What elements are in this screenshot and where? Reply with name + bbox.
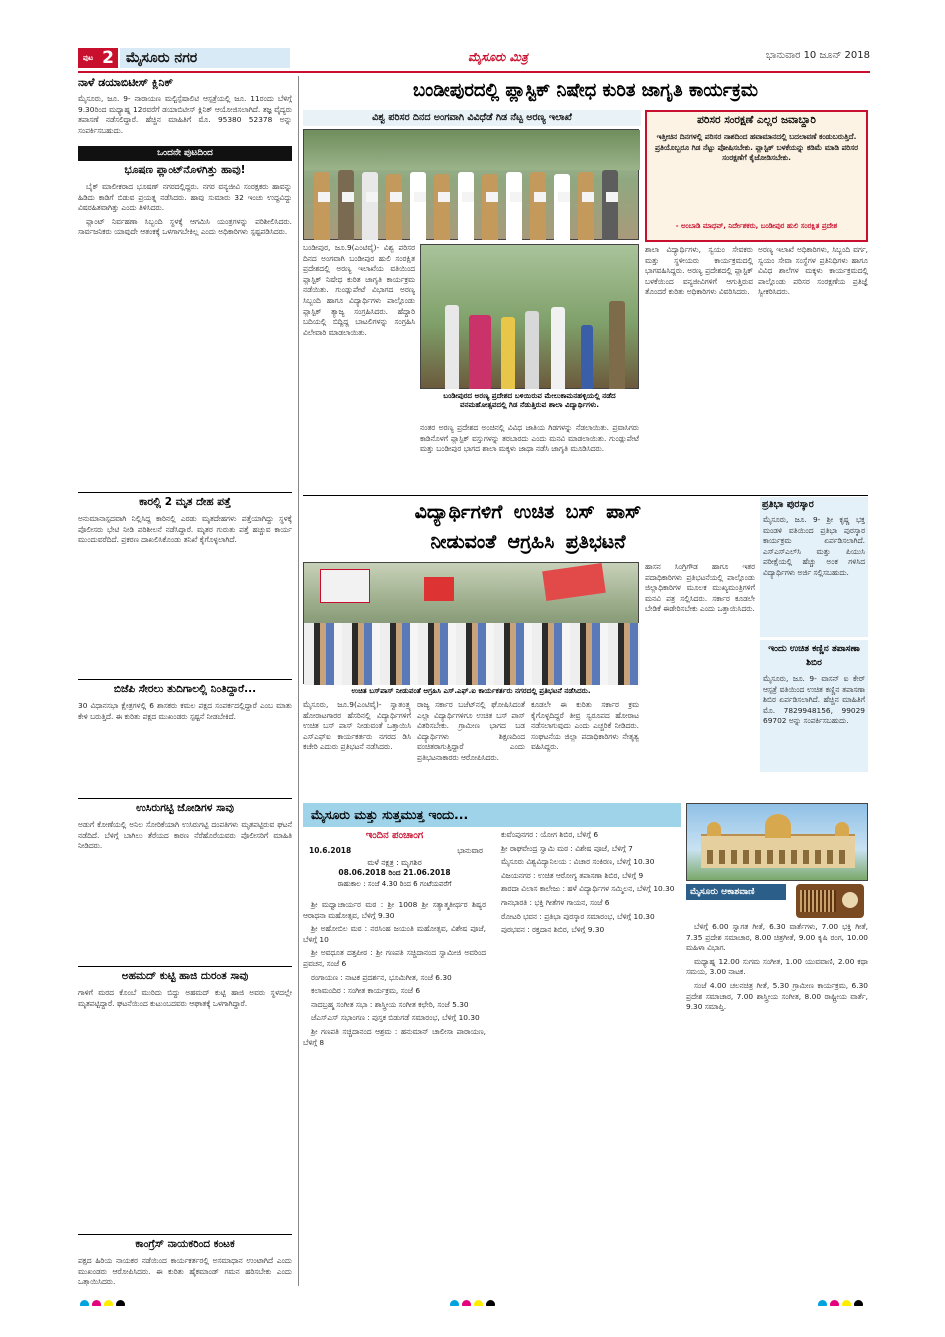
environment-box	[645, 110, 868, 242]
tree-planting-photo	[420, 244, 639, 389]
environment-box-title: ಪರಿಸರ ಸಂರಕ್ಷಣೆ ಎಲ್ಲರ ಜವಾಬ್ದಾರಿ	[697, 114, 816, 126]
lead-headline: ಬಂಡೀಪುರದಲ್ಲಿ ಪ್ಲಾಸ್ಟಿಕ್ ನಿಷೇಧ ಕುರಿತ ಜಾಗೃತಿ ಕಾರ್ಯಕ್ರಮ	[413, 80, 758, 101]
award-title: ಪ್ರತಿಭಾ ಪುರಸ್ಕಾರ	[762, 499, 814, 510]
person-figure	[506, 172, 522, 240]
event-item: ಶ್ರೀ ಗಣಪತಿ ಸಚ್ಚಿದಾನಂದ ಆಶ್ರಮ : ಹನುಮಾನ್ ಚಾಲೀಸಾ ಪಾರಾಯಣ, ಬೆಳಿಗ್ಗೆ 8	[303, 1026, 486, 1047]
person-figure	[458, 172, 474, 240]
radio-dial	[842, 892, 858, 908]
eye-camp-title: ಇಂದು ಉಚಿತ ಕಣ್ಣಿನ ತಪಾಸಣಾ ಶಿಬಿರ	[768, 644, 860, 668]
congress-body: ಪಕ್ಷದ ಹಿರಿಯ ನಾಯಕರ ನಡೆಯಿಂದ ಕಾರ್ಯಕರ್ತರಲ್ಲಿ ಅಸಮಾಧಾನ ಉಂಟಾಗಿದೆ ಎಂದು ಮುಖಂಡರು ಆರೋಪಿಸಿದರು. ಈ ಕುರಿತು ಹೈಕಮಾಂಡ್ ಗಮನ ಹರಿಸಬೇಕು ಎಂದು ಒತ್ತಾಯಿಸಿದರು.	[78, 1256, 292, 1286]
event-item: ರೋಟರಿ ಭವನ : ಪ್ರತಿಭಾ ಪುರಸ್ಕಾರ ಸಮಾರಂಭ, ಬೆಳಿಗ್ಗೆ 10.30	[501, 911, 655, 921]
today-banner: ಮೈಸೂರು ಮತ್ತು ಸುತ್ತಮುತ್ತ ಇಂದು...	[303, 803, 681, 827]
radio-schedule-afternoon: ಮಧ್ಯಾಹ್ನ 12.00 ಸುಗಮ ಸಂಗೀತ, 1.00 ಯುವವಾಣಿ, 2.00 ಕಥಾ ಸಮಯ, 3.00 ನಾಟಕ.	[686, 956, 868, 977]
page-label-badge: ಪುಟ	[78, 48, 98, 68]
person-figure	[581, 325, 593, 389]
protest-side-text: ಹಾಸನ ಸಿಂಗ್ರಿಗೌಡ ಹಾಗೂ ಇತರ ಪದಾಧಿಕಾರಿಗಳು ಪ್ರತಿಭಟನೆಯಲ್ಲಿ ಪಾಲ್ಗೊಂಡು ಜಿಲ್ಲಾಧಿಕಾರಿಗಳ ಮೂಲಕ ಮುಖ್ಯಮಂತ್ರಿಗಳಿಗೆ ಮನವಿ ಪತ್ರ ಸಲ್ಲಿಸಿದರು. ಸರ್ಕಾರ ಕೂಡಲೇ ಬೇಡಿಕೆ ಈಡೇರಿಸಬೇಕು ಎಂದು ಒತ್ತಾಯಿಸಿದರು.	[645, 562, 755, 614]
yellow-dot	[104, 1300, 113, 1306]
person-figure	[410, 172, 426, 240]
event-item: ಶ್ರೀ ಅವಧೂತ ದತ್ತಪೀಠ : ಶ್ರೀ ಗಣಪತಿ ಸಚ್ಚಿದಾನಂದ ಸ್ವಾಮೀಜಿ ಅವರಿಂದ ಪ್ರವಚನ, ಸಂಜೆ 6	[303, 948, 486, 968]
divider	[78, 798, 292, 799]
black-dot	[486, 1300, 495, 1306]
protest-photo	[303, 562, 639, 684]
lead-subhead: ವಿಶ್ವ ಪರಿಸರ ದಿನದ ಅಂಗವಾಗಿ ವಿವಿಧೆಡೆ ಗಿಡ ನೆಟ್ಟ ಅರಣ್ಯ ಇಲಾಖೆ	[303, 110, 641, 126]
page-header	[78, 46, 870, 70]
plant-snake-para-1: ಬೈಕ್ ಮಾಲೀಕರಾದ ಭೂಷಣ್ ನಗರದಲ್ಲಿದ್ದರು. ನಗರ ವನ್ಯಜೀವಿ ಸಂರಕ್ಷಕರು ಹಾವನ್ನು ಹಿಡಿದು ಕಾಡಿಗೆ ಬಿಡುವ ಪ್ರಯತ್ನ ನಡೆಸಿದರು. ಹಾವು ಸುಮಾರು 32 ಇಂಚು ಉದ್ದವಿದ್ದು ವಿಷರಹಿತವಾಗಿತ್ತು ಎಂದು ತಿಳಿಸಿದರು.	[78, 182, 292, 213]
black-dot	[854, 1300, 863, 1306]
protest-banner	[320, 569, 370, 603]
forest-staff-group-photo	[303, 129, 639, 240]
person-figure	[469, 315, 491, 389]
event-item: ಕುವೆಂಪುನಗರ : ಯೋಗ ಶಿಬಿರ, ಬೆಳಿಗ್ಗೆ 6	[501, 830, 599, 839]
person-figure	[525, 311, 539, 389]
event-item: ಗಾನಭಾರತಿ : ಭಕ್ತಿ ಗೀತೆಗಳ ಗಾಯನ, ಸಂಜೆ 6	[501, 897, 610, 907]
event-item: ಮೈಸೂರು ವಿಶ್ವವಿದ್ಯಾನಿಲಯ : ವಿಚಾರ ಸಂಕಿರಣ, ಬೆಳಿಗ್ಗೆ 10.30	[501, 857, 655, 867]
person-figure	[445, 305, 459, 389]
event-item: ಶಾರದಾ ವಿಲಾಸ ಕಾಲೇಜು : ಹಳೆ ವಿದ್ಯಾರ್ಥಿಗಳ ಸಮ್ಮಿಲನ, ಬೆಳಿಗ್ಗೆ 10.30	[501, 884, 675, 894]
environment-box-body: ಇತ್ತೀಚಿನ ದಿನಗಳಲ್ಲಿ ಪರಿಸರ ನಾಶದಿಂದ ಹವಾಮಾನದಲ್ಲಿ ಬದಲಾವಣೆ ಕಂಡುಬರುತ್ತಿದೆ. ಪ್ರತಿಯೊಬ್ಬರೂ ಗಿಡ ನೆಟ್ಟು ಪೋಷಿಸಬೇಕು. ಪ್ಲಾಸ್ಟಿಕ್ ಬಳಕೆಯನ್ನು ಕಡಿಮೆ ಮಾಡಿ ಪರಿಸರ ಸಂರಕ್ಷಣೆಗೆ ಕೈಜೋಡಿಸಬೇಕು.	[654, 132, 859, 163]
cyan-dot	[80, 1300, 89, 1306]
radio-title: ಮೈಸೂರು ಆಕಾಶವಾಣಿ	[686, 884, 786, 900]
person-figure	[530, 172, 546, 240]
protest-body-col-2: ರಾಜ್ಯ ಸರ್ಕಾರ ಬಜೆಟ್‌ನಲ್ಲಿ ಘೋಷಿಸಿದಂತೆ ಎಲ್ಲಾ ವಿದ್ಯಾರ್ಥಿಗಳಿಗೂ ಉಚಿತ ಬಸ್ ಪಾಸ್ ವಿತರಿಸಬೇಕು. ಗ್ರಾಮೀಣ ಭಾಗದ ಬಡ ವಿದ್ಯಾರ್ಥಿಗಳು ಶಿಕ್ಷಣದಿಂದ ವಂಚಿತರಾಗುತ್ತಿದ್ದಾರೆ ಎಂದು ಪ್ರತಿಭಟನಾಕಾರರು ಆರೋಪಿಸಿದರು.	[417, 700, 525, 762]
plant-snake-para-2: ಪ್ಲಾಂಟ್ ನಿರ್ವಹಣಾ ಸಿಬ್ಬಂದಿ ಸ್ಥಳಕ್ಕೆ ಆಗಮಿಸಿ ಯಂತ್ರಗಳನ್ನು ಪರಿಶೀಲಿಸಿದರು. ಸಾರ್ವಜನಿಕರು ಯಾವುದೇ ಆತಂಕಕ್ಕೆ ಒಳಗಾಗಬೇಕಿಲ್ಲ ಎಂದು ಅಧಿಕಾರಿಗಳು ಸ್ಪಷ್ಟಪಡಿಸಿದರು.	[78, 216, 292, 237]
protest-banner	[424, 577, 454, 601]
congress-headline: ಕಾಂಗ್ರೆಸ್ ನಾಯಕರಿಂದ ಕಂಟಕ	[135, 1238, 235, 1250]
panchanga-rahukala: ರಾಹುಕಾಲ : ಸಂಜೆ 4.30 ರಿಂದ 6 ಗಂಟೆಯವರೆಗೆ	[337, 880, 452, 888]
header-rule	[78, 71, 870, 73]
person-figure	[314, 172, 330, 240]
eye-camp-box	[760, 640, 868, 772]
bjp-headline: ಬಿಜೆಪಿ ಸೇರಲು ತುದಿಗಾಲಲ್ಲಿ ನಿಂತಿದ್ದಾರೆ...	[113, 683, 257, 695]
divider	[78, 966, 292, 967]
person-figure	[386, 174, 402, 240]
event-item: ವಿಜಯನಗರ : ಉಚಿತ ಆರೋಗ್ಯ ತಪಾಸಣಾ ಶಿಬಿರ, ಬೆಳಿಗ್ಗೆ 9	[501, 870, 644, 880]
masthead: ಮೈಸೂರು ಮಿತ್ರ	[468, 50, 528, 64]
tree-canopy	[304, 130, 640, 170]
radio-speaker	[800, 890, 836, 912]
magenta-dot	[830, 1300, 839, 1306]
event-item: ರಂಗಾಯಣ : ನಾಟಕ ಪ್ರದರ್ಶನ, ಭೂಮಿಗೀತ, ಸಂಜೆ 6.30	[311, 972, 452, 982]
protest-body-col-3: ಕೂಡಲೇ ಈ ಕುರಿತು ಸರ್ಕಾರ ಕ್ರಮ ಕೈಗೊಳ್ಳದಿದ್ದರೆ ತೀವ್ರ ಸ್ವರೂಪದ ಹೋರಾಟ ನಡೆಸಲಾಗುವುದು ಎಂದು ಎಚ್ಚರಿಕೆ ನೀಡಿದರು. ಸಂಘಟನೆಯ ಜಿಲ್ಲಾ ಪದಾಧಿಕಾರಿಗಳು ನೇತೃತ್ವ ವಹಿಸಿದ್ದರು.	[531, 700, 639, 752]
environment-box-credit: - ಅಂಬಾಡಿ ಮಾಧವ್, ನಿರ್ದೇಶಕರು, ಬಂಡೀಪುರ ಹುಲಿ ಸಂರಕ್ಷಿತ ಪ್ರದೇಶ	[675, 222, 838, 230]
person-figure	[554, 174, 570, 240]
mysore-palace-photo	[686, 803, 868, 881]
person-figure	[609, 301, 625, 389]
person-figure	[482, 174, 498, 240]
panchanga-title: ಇಂದಿನ ಪಂಚಾಂಗ	[365, 830, 424, 841]
protest-headline-line-2: ನೀಡುವಂತೆ ಆಗ್ರಹಿಸಿ ಪ್ರತಿಭಟನೆ	[430, 531, 626, 553]
ahmed-headline: ಅಹಮದ್ ಕುಟ್ಟಿ ಹಾಜಿ ದುರಂತ ಸಾವು	[121, 970, 249, 982]
car-bodies-headline: ಕಾರಲ್ಲಿ 2 ಮೃತ ದೇಹ ಪತ್ತೆ	[139, 496, 231, 508]
panchanga-date: 10.6.2018	[309, 846, 352, 855]
bjp-body: 30 ವಿಧಾನಸಭಾ ಕ್ಷೇತ್ರಗಳಲ್ಲಿ 6 ಶಾಸಕರು ಕಮಲ ಪಕ್ಷದ ಸಂಪರ್ಕದಲ್ಲಿದ್ದಾರೆ ಎಂಬ ಮಾತು ಕೇಳಿ ಬರುತ್ತಿದೆ. ಈ ಕುರಿತು ಪಕ್ಷದ ಮುಖಂಡರು ಸ್ಪಷ್ಟನೆ ನೀಡಬೇಕಿದೆ.	[78, 701, 292, 721]
event-item: ಜೆಎಸ್ಎಸ್ ಸಭಾಂಗಣ : ಪುಸ್ತಕ ಬಿಡುಗಡೆ ಸಮಾರಂಭ, ಬೆಳಿಗ್ಗೆ 10.30	[311, 1013, 480, 1023]
yellow-dot	[842, 1300, 851, 1306]
page-number: 2	[98, 48, 118, 68]
eye-camp-body: ಮೈಸೂರು, ಜೂ. 9- ವಾಸನ್ ಐ ಕೇರ್ ಆಸ್ಪತ್ರೆ ವತಿಯಿಂದ ಉಚಿತ ಕಣ್ಣಿನ ತಪಾಸಣಾ ಶಿಬಿರ ಏರ್ಪಡಿಸಲಾಗಿದೆ. ಹೆಚ್ಚಿನ ಮಾಹಿತಿಗೆ ಮೊ. 7829948156, 99029 69702 ಅನ್ನು ಸಂಪರ್ಕಿಸಬಹುದು.	[763, 674, 865, 726]
cyan-dot	[818, 1300, 827, 1306]
registration-marks-left	[80, 1294, 140, 1306]
panchanga-nakshatra: ಮಳೆ ನಕ್ಷತ್ರ : ಮೃಗಶಿರ	[367, 858, 422, 867]
event-item: ಕಲಾಮಂದಿರ : ಸಂಗೀತ ಕಾರ್ಯಕ್ರಮ, ಸಂಜೆ 6	[311, 986, 421, 996]
protest-banner	[542, 563, 606, 601]
left-column	[78, 76, 292, 1286]
event-item: ಶ್ರೀ ಮಧ್ವಾಚಾರ್ಯರ ಮಠ : ಶ್ರೀ 1008 ಶ್ರೀ ಸತ್ಯಾತ್ಮತೀರ್ಥರ ಶಿಷ್ಯರ ಆರಾಧನಾ ಮಹೋತ್ಸವ, ಬೆಳಿಗ್ಗೆ 9.30	[303, 900, 486, 920]
ahmed-body: ಗಾಳಿಗೆ ಮರದ ಕೊಂಬೆ ಮುರಿದು ಬಿದ್ದು ಅಹಮದ್ ಕುಟ್ಟಿ ಹಾಜಿ ಅವರು ಸ್ಥಳದಲ್ಲೇ ಮೃತಪಟ್ಟಿದ್ದಾರೆ. ಘಟನೆಯಿಂದ ಕುಟುಂಬದವರು ಆಘಾತಕ್ಕೆ ಒಳಗಾಗಿದ್ದಾರೆ.	[78, 988, 292, 1008]
event-item: ಪುರಭವನ : ರಕ್ತದಾನ ಶಿಬಿರ, ಬೆಳಿಗ್ಗೆ 9.30	[501, 925, 605, 935]
protest-headline-line-1: ವಿದ್ಯಾರ್ಥಿಗಳಿಗೆ ಉಚಿತ ಬಸ್ ಪಾಸ್	[414, 501, 642, 523]
radio-box	[686, 884, 868, 1280]
person-figure	[501, 317, 515, 389]
issue-date: ಭಾನುವಾರ 10 ಜೂನ್ 2018	[766, 50, 870, 61]
person-figure	[338, 170, 354, 240]
person-figure	[578, 172, 594, 240]
tree-planting-caption: ಬಂಡೀಪುರದ ಅರಣ್ಯ ಪ್ರದೇಶದ ಬಳಿಯಿರುವ ಮೇಲುಕಾಮನಹಳ್ಳಿಯಲ್ಲಿ ನಡೆದ ವನಮಹೋತ್ಸವದಲ್ಲಿ ಗಿಡ ನೆಡುತ್ತಿರುವ ಶಾಲಾ ವಿದ್ಯಾರ್ಥಿಗಳು.	[443, 391, 616, 409]
diabetes-clinic-body: ಮೈಸೂರು, ಜೂ. 9- ನಾರಾಯಣ ಮಲ್ಟಿಸ್ಪೆಷಾಲಿಟಿ ಆಸ್ಪತ್ರೆಯಲ್ಲಿ ಜೂ. 11ರಂದು ಬೆಳಿಗ್ಗೆ 9.30ರಿಂದ ಮಧ್ಯಾಹ್ನ 12ರವರೆಗೆ ಡಯಾಬಿಟೀಸ್ ಕ್ಲಿನಿಕ್ ಆಯೋಜಿಸಲಾಗಿದೆ. ತಜ್ಞ ವೈದ್ಯರು ತಪಾಸಣೆ ನಡೆಸಲಿದ್ದಾರೆ. ಹೆಚ್ಚಿನ ಮಾಹಿತಿಗೆ ಮೊ. 95380 52378 ಅನ್ನು ಸಂಪರ್ಕಿಸಬಹುದು.	[78, 94, 292, 135]
black-dot	[116, 1300, 125, 1306]
registration-marks-center	[450, 1294, 510, 1306]
diabetes-clinic-headline: ನಾಳೆ ಡಯಾಬಿಟೀಸ್ ಕ್ಲಿನಿಕ್	[78, 76, 173, 89]
protest-caption: ಉಚಿತ ಬಸ್‌ಪಾಸ್ ನೀಡುವಂತೆ ಆಗ್ರಹಿಸಿ ಎಸ್.ಎಫ್.ಐ ಕಾರ್ಯಕರ್ತರು ನಗರದಲ್ಲಿ ಪ್ರತಿಭಟನೆ ನಡೆಸಿದರು.	[351, 686, 591, 695]
palace-arches	[707, 850, 849, 864]
award-box	[760, 497, 868, 637]
registration-marks-right	[818, 1294, 878, 1306]
yellow-dot	[474, 1300, 483, 1306]
palace-dome	[765, 814, 791, 838]
column-label-bar: ಒಂದನೇ ಪುಟದಿಂದ	[78, 146, 292, 161]
radio-schedule	[686, 922, 868, 1278]
radio-icon	[796, 884, 864, 918]
event-item: ಶ್ರೀ ಅಹೋಬಿಲ ಮಠ : ನರಸಿಂಹ ಜಯಂತಿ ಮಹೋತ್ಸವ, ವಿಶೇಷ ಪೂಜೆ, ಬೆಳಿಗ್ಗೆ 10	[303, 924, 486, 944]
radio-schedule-evening: ಸಂಜೆ 4.00 ಚಲನಚಿತ್ರ ಗೀತೆ, 5.30 ಗ್ರಾಮೀಣ ಕಾರ್ಯಕ್ರಮ, 6.30 ಪ್ರದೇಶ ಸಮಾಚಾರ, 7.00 ಶಾಸ್ತ್ರೀಯ ಸಂಗೀತ, 8.00 ರಾಷ್ಟ್ರೀಯ ವಾರ್ತೆ, 9.30 ಸಮಾಪ್ತಿ.	[686, 980, 868, 1012]
award-body: ಮೈಸೂರು, ಜೂ. 9- ಶ್ರೀ ಕೃಷ್ಣ ಭಕ್ತ ಮಂಡಳಿ ವತಿಯಿಂದ ಪ್ರತಿಭಾ ಪುರಸ್ಕಾರ ಕಾರ್ಯಕ್ರಮ ಏರ್ಪಡಿಸಲಾಗಿದೆ. ಎಸ್ಎಸ್ಎಲ್‌ಸಿ ಮತ್ತು ಪಿಯುಸಿ ಪರೀಕ್ಷೆಯಲ್ಲಿ ಹೆಚ್ಚು ಅಂಕ ಗಳಿಸಿದ ವಿದ್ಯಾರ್ಥಿಗಳು ಅರ್ಜಿ ಸಲ್ಲಿಸಬಹುದು.	[763, 515, 865, 577]
protest-body-col-1: ಮೈಸೂರು, ಜೂ.9(ಎಂಟಿವೈ)- ಸ್ವಾತಂತ್ರ್ಯ ಹೋರಾಟಗಾರರ ಹೆಸರಿನಲ್ಲಿ ವಿದ್ಯಾರ್ಥಿಗಳಿಗೆ ಉಚಿತ ಬಸ್ ಪಾಸ್ ನೀಡುವಂತೆ ಒತ್ತಾಯಿಸಿ ಎಸ್‌ಎಫ್‌ಐ ಕಾರ್ಯಕರ್ತರು ನಗರದ ಡಿಸಿ ಕಚೇರಿ ಎದುರು ಪ್ರತಿಭಟನೆ ನಡೆಸಿದರು.	[303, 700, 411, 752]
car-bodies-body: ಅನುಮಾನಾಸ್ಪದವಾಗಿ ನಿಲ್ಲಿಸಿದ್ದ ಕಾರಿನಲ್ಲಿ ಎರಡು ಮೃತದೇಹಗಳು ಪತ್ತೆಯಾಗಿದ್ದು ಸ್ಥಳಕ್ಕೆ ಪೊಲೀಸರು ಭೇಟಿ ನೀಡಿ ಪರಿಶೀಲನೆ ನಡೆಸಿದ್ದಾರೆ. ಮೃತರ ಗುರುತು ಪತ್ತೆ ಹಚ್ಚುವ ಕಾರ್ಯ ಮುಂದುವರೆದಿದೆ. ಪ್ರಕರಣ ದಾಖಲಿಸಿಕೊಂಡು ತನಿಖೆ ಕೈಗೊಳ್ಳಲಾಗಿದೆ.	[78, 514, 292, 545]
lead-body-col-3: ಶಾಲಾ ವಿದ್ಯಾರ್ಥಿಗಳು, ಸ್ವಯಂ ಸೇವಕರು ಮತ್ತು ಸ್ಥಳೀಯರು ಕಾರ್ಯಕ್ರಮದಲ್ಲಿ ಭಾಗವಹಿಸಿದ್ದರು. ಅರಣ್ಯ ಪ್ರದೇಶದಲ್ಲಿ ಪ್ಲಾಸ್ಟಿಕ್ ಬಳಕೆಯಿಂದ ವನ್ಯಜೀವಿಗಳಿಗೆ ಆಗುತ್ತಿರುವ ತೊಂದರೆ ಕುರಿತು ಅಧಿಕಾರಿಗಳು ವಿವರಿಸಿದರು.	[645, 245, 753, 297]
placard-row	[318, 192, 624, 202]
lead-body-col-4: ಅರಣ್ಯ ಇಲಾಖೆ ಅಧಿಕಾರಿಗಳು, ಸಿಬ್ಬಂದಿ ವರ್ಗ, ಸ್ವಯಂ ಸೇವಾ ಸಂಸ್ಥೆಗಳ ಪ್ರತಿನಿಧಿಗಳು ಹಾಗೂ ವಿವಿಧ ಶಾಲೆಗಳ ಮಕ್ಕಳು ಕಾರ್ಯಕ್ರಮದಲ್ಲಿ ಪಾಲ್ಗೊಂಡು ಪರಿಸರ ಸಂರಕ್ಷಣೆಯ ಪ್ರತಿಜ್ಞೆ ಸ್ವೀಕರಿಸಿದರು.	[758, 245, 868, 297]
column-divider	[298, 76, 299, 1286]
person-figure	[602, 170, 618, 240]
person-figure	[434, 174, 450, 240]
section-rule	[303, 495, 868, 496]
event-item: ನಾದಬ್ರಹ್ಮ ಸಂಗೀತ ಸಭಾ : ಶಾಸ್ತ್ರೀಯ ಸಂಗೀತ ಕಛೇರಿ, ಸಂಜೆ 5.30	[311, 999, 469, 1009]
person-figure	[551, 307, 565, 389]
person-figure	[362, 172, 378, 240]
plant-snake-headline: ಭೂಷಣ ಪ್ಲಾಂಟ್‌ನೊಳಗಿತ್ತು ಹಾವು!	[124, 164, 246, 176]
magenta-dot	[462, 1300, 471, 1306]
palace-dome	[707, 822, 721, 836]
lead-body-col-1: ಬಂಡೀಪುರ, ಜೂ.9(ಎಂಟಿವೈ)- ವಿಶ್ವ ಪರಿಸರ ದಿನದ ಅಂಗವಾಗಿ ಬಂಡೀಪುರ ಹುಲಿ ಸಂರಕ್ಷಿತ ಪ್ರದೇಶದಲ್ಲಿ ಅರಣ್ಯ ಇಲಾಖೆಯ ವತಿಯಿಂದ ಪ್ಲಾಸ್ಟಿಕ್ ನಿಷೇಧ ಕುರಿತ ಜಾಗೃತಿ ಕಾರ್ಯಕ್ರಮ ನಡೆಯಿತು. ಗುಂಡ್ಲುಪೇಟೆ ವಿಭಾಗದ ಅರಣ್ಯ ಸಿಬ್ಬಂದಿ ಹಾಗೂ ವಿದ್ಯಾರ್ಥಿಗಳು ಪಾಲ್ಗೊಂಡು ಪ್ಲಾಸ್ಟಿಕ್ ತ್ಯಾಜ್ಯ ಸಂಗ್ರಹಿಸಿದರು. ಹೆದ್ದಾರಿ ಬದಿಯಲ್ಲಿ ಬಿದ್ದಿದ್ದ ಬಾಟಲಿಗಳನ್ನು ಸಂಗ್ರಹಿಸಿ ವಿಲೇವಾರಿ ಮಾಡಲಾಯಿತು.	[303, 243, 415, 337]
plant-snake-body	[78, 182, 292, 492]
suffocation-body: ಅಡುಗೆ ಕೋಣೆಯಲ್ಲಿ ಅನಿಲ ಸೋರಿಕೆಯಾಗಿ ಉಸಿರುಗಟ್ಟಿ ದಂಪತಿಗಳು ಮೃತಪಟ್ಟಿರುವ ಘಟನೆ ನಡೆದಿದೆ. ಬೆಳಿಗ್ಗೆ ಬಾಗಿಲು ತೆರೆಯದ ಕಾರಣ ನೆರೆಹೊರೆಯವರು ಪೊಲೀಸರಿಗೆ ಮಾಹಿತಿ ನೀಡಿದರು.	[78, 820, 292, 851]
cyan-dot	[450, 1300, 459, 1306]
panchanga-weekday: ಭಾನುವಾರ	[457, 846, 483, 855]
suffocation-headline: ಉಸಿರುಗಟ್ಟಿ ಜೋಡಿಗಳ ಸಾವು	[136, 802, 234, 814]
section-title: ಮೈಸೂರು ನಗರ	[120, 48, 290, 68]
events-col-2	[493, 830, 681, 1280]
divider	[78, 1234, 292, 1235]
event-item: ಶ್ರೀ ರಾಘವೇಂದ್ರ ಸ್ವಾಮಿ ಮಠ : ವಿಶೇಷ ಪೂಜೆ, ಬೆಳಿಗ್ಗೆ 7	[501, 843, 633, 853]
events-col-1	[303, 900, 486, 1280]
divider	[78, 679, 292, 680]
magenta-dot	[92, 1300, 101, 1306]
radio-schedule-morning: ಬೆಳಿಗ್ಗೆ 6.00 ಸ್ವಾಗತ ಗೀತೆ, 6.30 ವಾರ್ತೆಗಳು, 7.00 ಭಕ್ತಿ ಗೀತೆ, 7.35 ಪ್ರದೇಶ ಸಮಾಚಾರ, 8.00 ಚಿತ್ರಗೀತೆ, 9.00 ಕೃಷಿ ರಂಗ, 10.00 ಮಹಿಳಾ ವಿಭಾಗ.	[686, 922, 868, 953]
protest-headline	[303, 497, 753, 559]
divider	[78, 492, 292, 493]
panchanga-range: 08.06.2018 ರಿಂದ 21.06.2018	[338, 868, 451, 877]
lead-body-col-2: ನಂತರ ಅರಣ್ಯ ಪ್ರದೇಶದ ಅಂಚಿನಲ್ಲಿ ವಿವಿಧ ಜಾತಿಯ ಗಿಡಗಳನ್ನು ನೆಡಲಾಯಿತು. ಪ್ರವಾಸಿಗರು ಕಾಡಿನೊಳಗೆ ಪ್ಲಾಸ್ಟಿಕ್ ವಸ್ತುಗಳನ್ನು ತರಬಾರದು ಎಂದು ಮನವಿ ಮಾಡಲಾಯಿತು. ಗುಂಡ್ಲುಪೇಟೆ ಮತ್ತು ಬಂಡೀಪುರ ಭಾಗದ ಶಾಲಾ ಮಕ್ಕಳು ಜಾಥಾ ನಡೆಸಿ ಜಾಗೃತಿ ಮೂಡಿಸಿದರು.	[420, 423, 639, 454]
protest-crowd	[304, 623, 640, 685]
panchanga-box	[303, 830, 486, 896]
palace-dome	[835, 822, 849, 836]
